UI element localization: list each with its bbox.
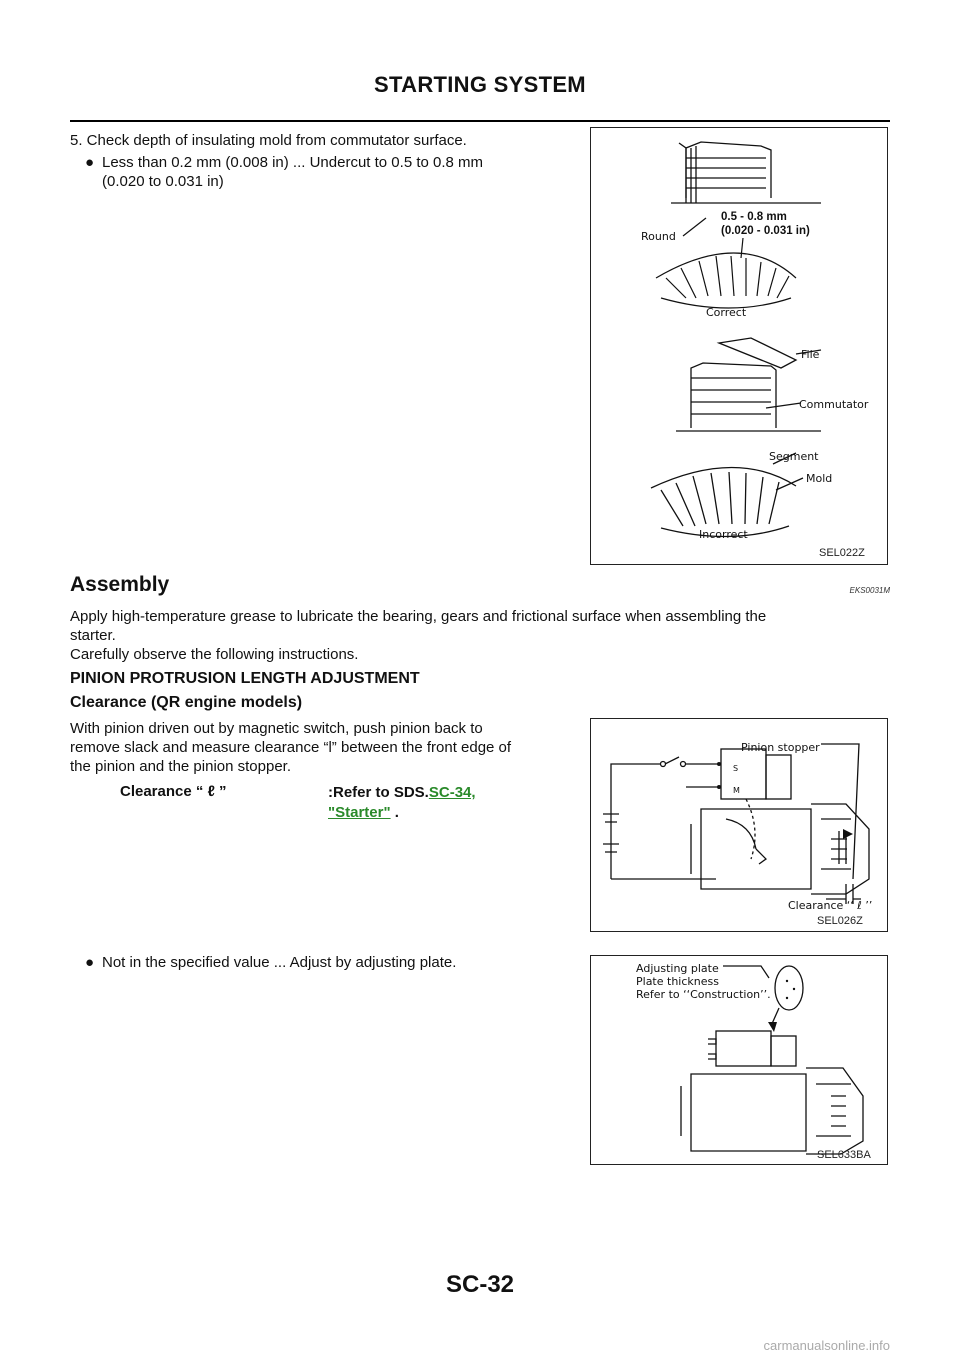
step-5-bullet-line2: (0.020 to 0.031 in): [102, 173, 224, 190]
bullet-dot: ●: [85, 954, 95, 971]
commutator-label: Commutator: [799, 398, 869, 411]
pinion-heading: PINION PROTRUSION LENGTH ADJUSTMENT: [70, 670, 420, 687]
adjust-bullet: [85, 953, 581, 972]
pinion-line3: the pinion and the pinion stopper.: [70, 758, 292, 775]
pinion-line1: With pinion driven out by magnetic switch, push pinion back to: [70, 720, 483, 737]
adjusting-plate-figure: [590, 955, 888, 1165]
figure-code: SEL022Z: [819, 547, 865, 559]
spec-prefix: :Refer to SDS.: [328, 784, 429, 801]
bullet-dot: ●: [85, 154, 95, 171]
assembly-para1-line1: Apply high-temperature grease to lubricate the bearing, gears and frictional surface when assembling the: [70, 608, 767, 625]
file-label: File: [801, 348, 820, 361]
step-5-bullet: [85, 153, 581, 191]
sc-34-link[interactable]: SC-34,: [428, 784, 476, 801]
page-number: SC-32: [445, 1271, 515, 1298]
header-rule: [70, 120, 890, 122]
assembly-para2: Carefully observe the following instructions.: [70, 646, 359, 663]
page-header-title: STARTING SYSTEM: [374, 72, 586, 97]
assembly-para1-line2: starter.: [70, 627, 116, 644]
pinion-stopper-label: Pinion stopper: [741, 741, 820, 754]
mold-label: Mold: [806, 472, 833, 485]
starter-link[interactable]: "Starter": [328, 804, 391, 821]
round-label: Round: [641, 230, 676, 243]
step-5-text: 5. Check depth of insulating mold from commutator surface.: [70, 132, 467, 149]
incorrect-label: Incorrect: [699, 528, 748, 541]
terminal-s-label: S: [733, 764, 739, 773]
adjust-bullet-text: Not in the specified value ... Adjust by adjusting plate.: [102, 954, 457, 971]
watermark: carmanualsonline.info: [763, 1338, 890, 1353]
section-code: EKS0031M: [849, 586, 890, 595]
pinion-clearance-figure: [590, 718, 888, 932]
plate-thickness-label: Plate thickness: [636, 975, 719, 988]
dim-mm-label: 0.5 - 0.8 mm: [721, 211, 787, 223]
clearance-subheading: Clearance (QR engine models): [70, 694, 303, 711]
pinion-line2: remove slack and measure clearance “l” between the front edge of: [70, 739, 512, 756]
commutator-undercut-figure: [590, 127, 888, 565]
refer-construction-label: Refer to ‘‘Construction’’.: [636, 988, 771, 1001]
clearance-label: Clearance ‘‘ ℓ ’’: [788, 899, 873, 912]
spec-suffix: .: [390, 804, 399, 821]
step-5-bullet-line1: Less than 0.2 mm (0.008 in) ... Undercut to 0.5 to 0.8 mm: [102, 154, 484, 171]
dim-in-label: (0.020 - 0.031 in): [721, 225, 810, 237]
clearance-spec-label: Clearance “ ℓ ”: [120, 783, 227, 800]
segment-label: Segment: [769, 450, 819, 463]
clearance-spec-value: [328, 783, 476, 823]
figure-code: SEL026Z: [817, 915, 863, 927]
correct-label: Correct: [706, 306, 747, 319]
figure-code: SEL633BA: [817, 1149, 871, 1161]
terminal-m-label: M: [733, 786, 740, 795]
adjusting-plate-label: Adjusting plate: [636, 962, 719, 975]
assembly-heading: Assembly: [70, 573, 170, 596]
